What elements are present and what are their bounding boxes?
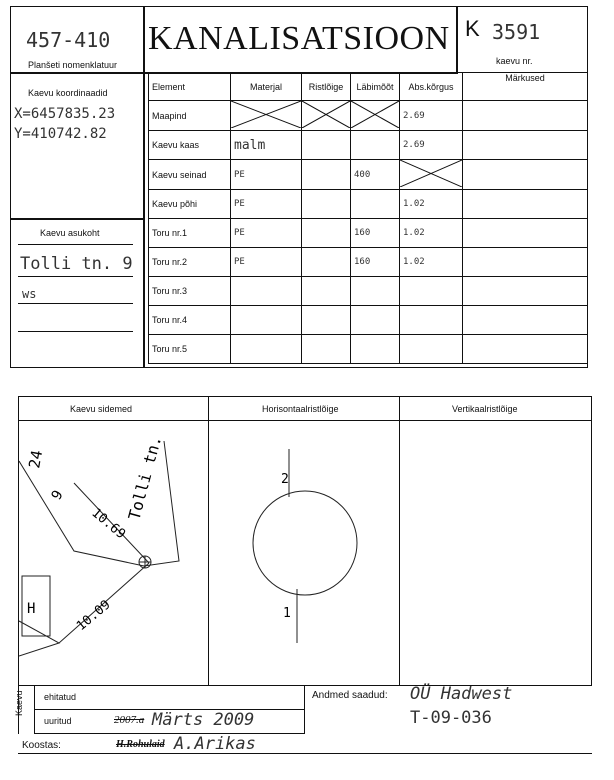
row-notes [463, 248, 588, 277]
col-header-element: Element [149, 73, 231, 101]
location-line-2: ws [22, 287, 37, 301]
row-diameter [351, 277, 400, 306]
row-cross [302, 101, 351, 131]
row-cross [302, 335, 351, 364]
row-notes [463, 190, 588, 219]
sketch-col1-title: Kaevu sidemed [70, 404, 133, 414]
row-notes [463, 335, 588, 364]
row-element: Toru nr.1 [149, 219, 231, 248]
surveyed-value: Märts 2009 [152, 710, 255, 730]
row-element: Kaevu põhi [149, 190, 231, 219]
row-material [231, 306, 302, 335]
table-row [149, 306, 588, 335]
row-element: Toru nr.4 [149, 306, 231, 335]
row-diameter [351, 306, 400, 335]
map-sheet-value: 457-410 [26, 28, 111, 52]
footer-inner-vline [34, 686, 35, 734]
row-height [400, 160, 463, 190]
row-material: PE [231, 160, 302, 190]
surveyed-strike: 2007.a [114, 714, 145, 726]
compiled-label: Koostas: [22, 740, 61, 751]
col-header-cross-section: Ristlõige [302, 73, 351, 101]
footer-bottom-rule [34, 733, 304, 734]
row-height: 2.69 [400, 101, 463, 131]
page-title: KANALISATSIOON [148, 20, 450, 57]
location-line-2-rule [18, 303, 133, 304]
location-label: Kaevu asukoht [40, 228, 100, 238]
pipe-label-1: 1 [283, 606, 291, 621]
row-element: Toru nr.3 [149, 277, 231, 306]
table-row [149, 277, 588, 306]
row-element: Kaevu kaas [149, 131, 231, 160]
header-right-vline [456, 6, 458, 72]
table-row [149, 160, 588, 190]
cross-out-mark [302, 101, 350, 128]
table-row [149, 219, 588, 248]
row-material [231, 277, 302, 306]
footer-signature-rule [18, 753, 592, 754]
col-header-abs-height: Abs.kõrgus [400, 73, 463, 101]
row-notes [463, 306, 588, 335]
compiled-value: A.Arikas [174, 734, 256, 754]
data-source-value-2: T-09-036 [410, 708, 492, 728]
row-diameter [351, 335, 400, 364]
horizontal-section-sketch [209, 421, 399, 685]
coordinate-x [14, 106, 115, 122]
row-notes [463, 160, 588, 190]
row-notes [463, 131, 588, 160]
row-notes [463, 101, 588, 131]
coordinate-y-value: 410742.82 [30, 126, 107, 142]
row-cross [302, 277, 351, 306]
row-cross [302, 131, 351, 160]
well-letter: K [465, 16, 480, 41]
row-cross [302, 219, 351, 248]
sidemed-label-24: 24 [25, 448, 47, 470]
row-element: Kaevu seinad [149, 160, 231, 190]
table-row [149, 131, 588, 160]
location-label-underline [18, 244, 133, 245]
row-diameter: 400 [351, 160, 400, 190]
compiled-strike: H.Rohulaid [116, 739, 165, 750]
row-material [231, 335, 302, 364]
data-source-value-1: OÜ Hadwest [410, 684, 513, 704]
row-cross [302, 160, 351, 190]
well-number-label: kaevu nr. [496, 56, 533, 66]
col-header-material: Materjal [231, 73, 302, 101]
location-line-3-rule [18, 331, 133, 332]
pipe-label-2: 2 [281, 472, 289, 487]
row-material: PE [231, 248, 302, 277]
coordinate-y-prefix: Y= [14, 126, 31, 142]
row-height: 2.69 [400, 131, 463, 160]
row-material: malm [231, 131, 302, 160]
data-source-label: Andmed saadud: [312, 690, 388, 701]
table-row [149, 335, 588, 364]
row-cross [302, 248, 351, 277]
row-cross [302, 190, 351, 219]
footer-side-label: Kaevu [14, 690, 24, 716]
row-height [400, 277, 463, 306]
col-header-notes: Märkused [463, 73, 588, 101]
table-row [149, 190, 588, 219]
sidemed-label-1009: 10.09 [73, 597, 114, 635]
row-height [400, 306, 463, 335]
row-element: Maapind [149, 101, 231, 131]
cross-out-mark [400, 160, 462, 187]
built-label: ehitatud [44, 692, 77, 702]
well-circle [253, 491, 357, 595]
table-row [149, 101, 588, 131]
sidemed-label-1069: 10.69 [88, 505, 129, 543]
sidemed-label-street: Tolli tn. [124, 433, 166, 523]
row-element: Toru nr.2 [149, 248, 231, 277]
row-material: PE [231, 219, 302, 248]
coordinate-y [14, 126, 107, 142]
cross-out-mark [351, 101, 399, 128]
table-header-row [149, 73, 588, 101]
coordinate-x-value: 6457835.23 [30, 106, 116, 122]
sidemed-label-9: 9 [48, 487, 67, 503]
location-line-1: Tolli tn. 9 [20, 254, 133, 274]
table-row [149, 248, 588, 277]
row-height: 1.02 [400, 190, 463, 219]
element-table [148, 72, 588, 364]
row-diameter [351, 101, 400, 131]
row-material [231, 101, 302, 131]
row-diameter: 160 [351, 248, 400, 277]
sidemed-sketch [19, 421, 209, 685]
sketch-col2-title: Horisontaalristlõige [262, 404, 339, 414]
header-left-vline [143, 6, 145, 368]
row-diameter [351, 190, 400, 219]
surveyed-label: uuritud [44, 716, 72, 726]
location-top-divider [10, 218, 144, 220]
coordinates-label: Kaevu koordinaadid [28, 88, 108, 98]
row-diameter [351, 131, 400, 160]
row-cross [302, 306, 351, 335]
cross-out-mark [231, 101, 301, 128]
row-element: Toru nr.5 [149, 335, 231, 364]
footer-center-vline [304, 686, 305, 734]
row-notes [463, 277, 588, 306]
coordinate-x-prefix: X= [14, 106, 31, 122]
map-sheet-label: Planšeti nomenklatuur [28, 60, 118, 70]
row-material: PE [231, 190, 302, 219]
location-line-1-rule [18, 276, 133, 277]
building-corner-lower [19, 621, 59, 656]
row-notes [463, 219, 588, 248]
row-diameter: 160 [351, 219, 400, 248]
row-height: 1.02 [400, 248, 463, 277]
well-number: 3591 [492, 20, 541, 44]
sidemed-label-h: H [27, 601, 36, 617]
row-height [400, 335, 463, 364]
row-height: 1.02 [400, 219, 463, 248]
sketch-col-divider-2 [399, 396, 400, 686]
col-header-diameter: Läbimõõt [351, 73, 400, 101]
sketch-col3-title: Vertikaalristlõige [452, 404, 518, 414]
